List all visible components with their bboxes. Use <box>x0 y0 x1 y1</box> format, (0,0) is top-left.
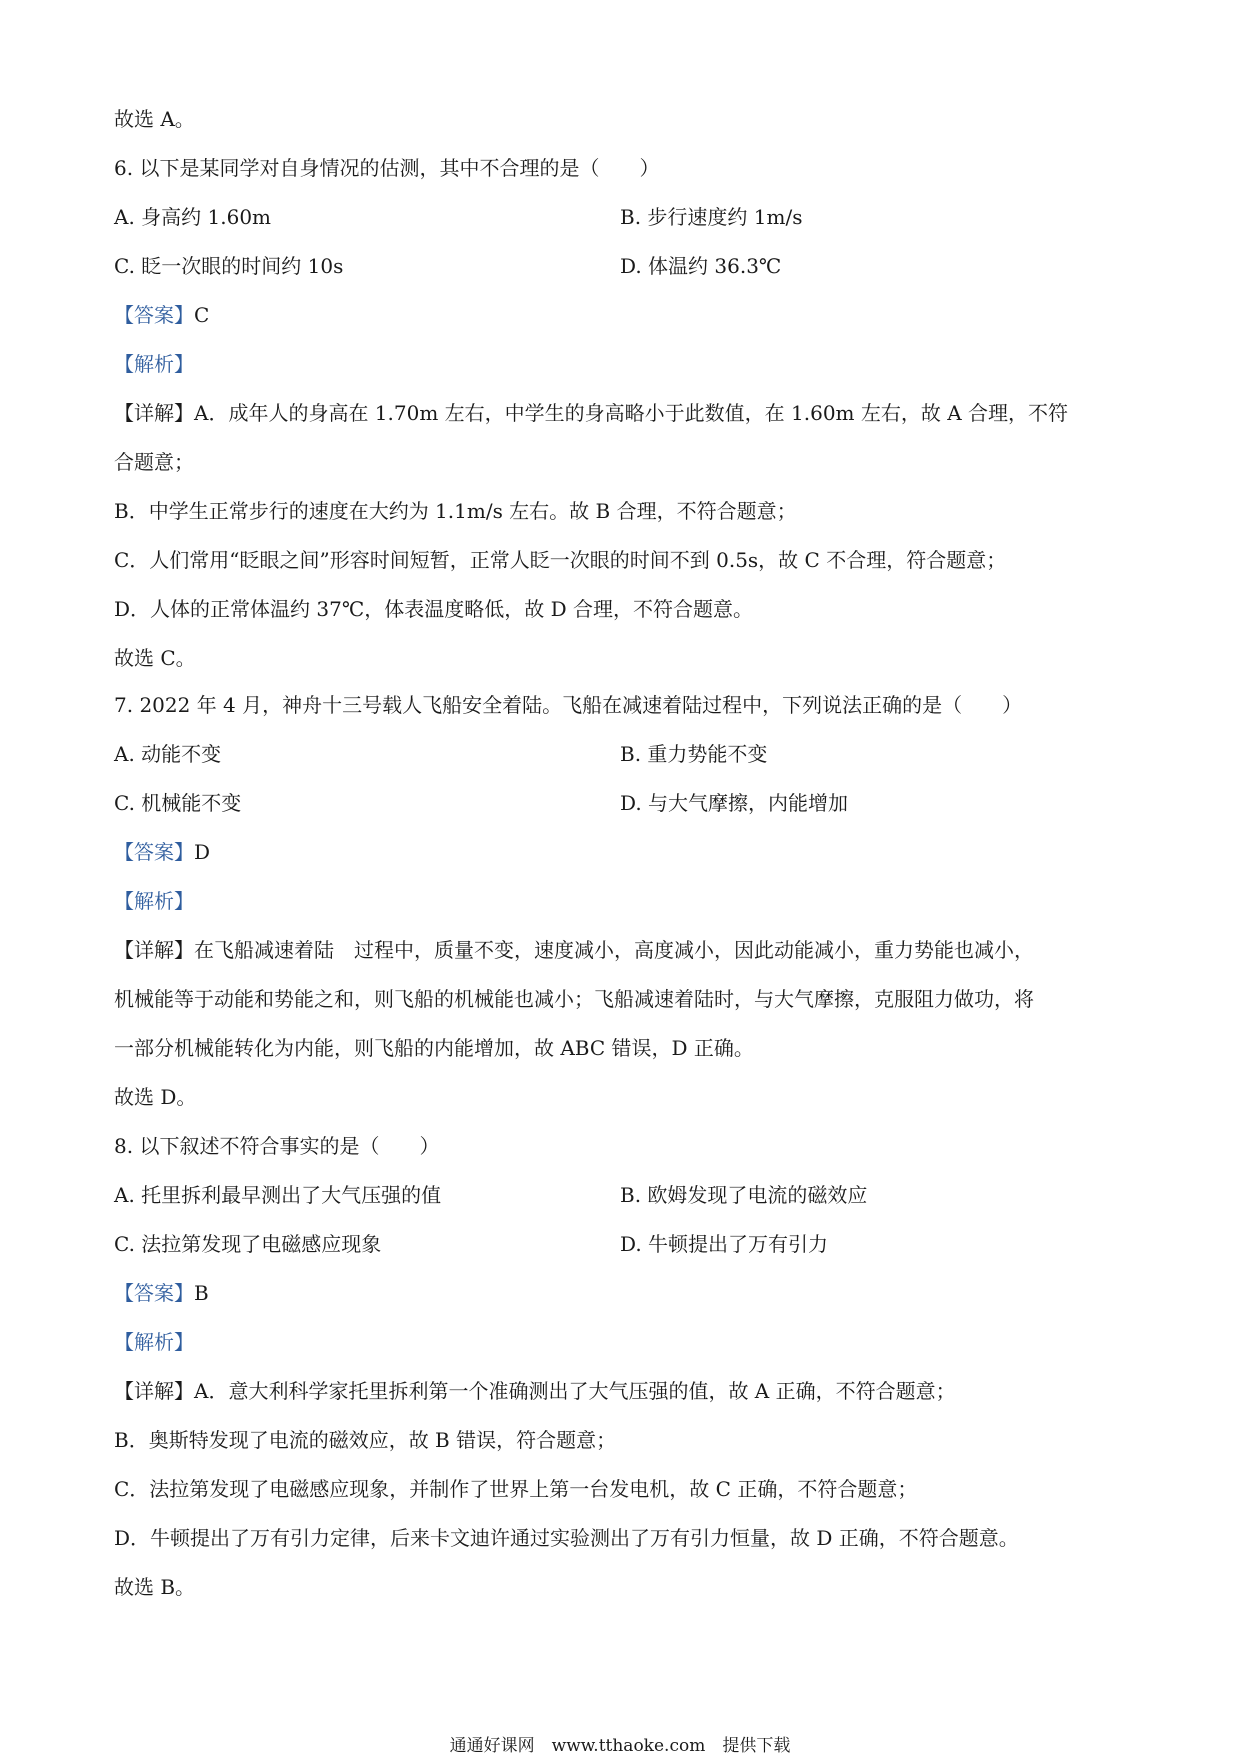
question-8-answer <box>114 1279 209 1307</box>
page-footer: 通通好课网 www.tthaoke.com 提供下载 <box>449 1736 791 1756</box>
question-6-detail-line: 合题意； <box>114 450 194 474</box>
question-8-option-d: D. 牛顿提出了万有引力 <box>620 1232 829 1256</box>
question-6-option-a: A. 身高约 1.60m <box>114 205 272 229</box>
detail-tag: 【详解】 <box>114 1379 194 1403</box>
detail-tag: 【详解】 <box>114 401 194 425</box>
question-7-answer <box>114 838 210 866</box>
question-7-detail-line: 一部分机械能转化为内能，则飞船的内能增加，故 ABC 错误，D 正确。 <box>114 1036 754 1060</box>
question-6-analysis-tag: 【解析】 <box>114 352 194 376</box>
answer-value: D <box>194 840 211 864</box>
question-6-detail-line: D．人体的正常体温约 37℃，体表温度略低，故 D 合理，不符合题意。 <box>114 597 753 621</box>
question-7-option-a: A. 动能不变 <box>114 742 222 766</box>
detail-tag: 【详解】 <box>114 938 194 962</box>
question-7-analysis-tag: 【解析】 <box>114 889 194 913</box>
question-7-option-b: B. 重力势能不变 <box>620 742 768 766</box>
question-7-option-d: D. 与大气摩擦，内能增加 <box>620 791 849 815</box>
question-8-option-b: B. 欧姆发现了电流的磁效应 <box>620 1183 868 1207</box>
question-8-detail-line: D．牛顿提出了万有引力定律，后来卡文迪许通过实验测出了万有引力恒量，故 D 正确，不符合题意。 <box>114 1526 1019 1550</box>
question-6-option-d: D. 体温约 36.3℃ <box>620 254 782 278</box>
question-6-option-c: C. 眨一次眼的时间约 10s <box>114 254 344 278</box>
question-7-option-c: C. 机械能不变 <box>114 791 242 815</box>
question-6-conclusion: 故选 C。 <box>114 646 196 670</box>
detail-text: A．成年人的身高在 1.70m 左右，中学生的身高略小于此数值，在 1.60m 左右，故 A 合理，不符 <box>194 401 1069 425</box>
question-6-option-b: B. 步行速度约 1m/s <box>620 205 803 229</box>
detail-text: 在飞船减速着陆 过程中，质量不变，速度减小，高度减小，因此动能减小，重力势能也减小， <box>194 938 1034 962</box>
question-7-detail-line <box>114 936 1034 964</box>
question-7-detail-line: 机械能等于动能和势能之和，则飞船的机械能也减小；飞船减速着陆时，与大气摩擦，克服阻力做功，将 <box>114 987 1034 1011</box>
question-8-analysis-tag: 【解析】 <box>114 1330 194 1354</box>
prev-conclusion: 故选 A。 <box>114 107 195 131</box>
question-6-detail-line: C．人们常用“眨眼之间”形容时间短暂，正常人眨一次眼的时间不到 0.5s，故 C 不合理，符合题意； <box>114 548 1007 572</box>
question-8-option-c: C. 法拉第发现了电磁感应现象 <box>114 1232 382 1256</box>
question-6-detail-line: B．中学生正常步行的速度在大约为 1.1m/s 左右。故 B 合理，不符合题意； <box>114 499 797 523</box>
answer-tag: 【答案】 <box>114 1281 194 1305</box>
detail-text: A．意大利科学家托里拆利第一个准确测出了大气压强的值，故 A 正确，不符合题意； <box>194 1379 956 1403</box>
question-8-stem: 8. 以下叙述不符合事实的是（ ） <box>114 1134 440 1158</box>
answer-tag: 【答案】 <box>114 303 194 327</box>
question-6-stem: 6. 以下是某同学对自身情况的估测，其中不合理的是（ ） <box>114 156 660 180</box>
question-7-conclusion: 故选 D。 <box>114 1085 197 1109</box>
question-6-answer <box>114 301 209 329</box>
question-8-option-a: A. 托里拆利最早测出了大气压强的值 <box>114 1183 442 1207</box>
question-8-conclusion: 故选 B。 <box>114 1575 196 1599</box>
answer-value: C <box>194 303 210 327</box>
answer-tag: 【答案】 <box>114 840 194 864</box>
answer-value: B <box>194 1281 209 1305</box>
question-8-detail-line: C．法拉第发现了电磁感应现象，并制作了世界上第一台发电机，故 C 正确，不符合题意； <box>114 1477 918 1501</box>
question-8-detail-line <box>114 1377 956 1405</box>
question-8-detail-line: B．奥斯特发现了电流的磁效应，故 B 错误，符合题意； <box>114 1428 617 1452</box>
question-6-detail-line <box>114 399 1068 427</box>
question-7-stem: 7. 2022 年 4 月，神舟十三号载人飞船安全着陆。飞船在减速着陆过程中，下列说法正确的是（ ） <box>114 693 1023 717</box>
